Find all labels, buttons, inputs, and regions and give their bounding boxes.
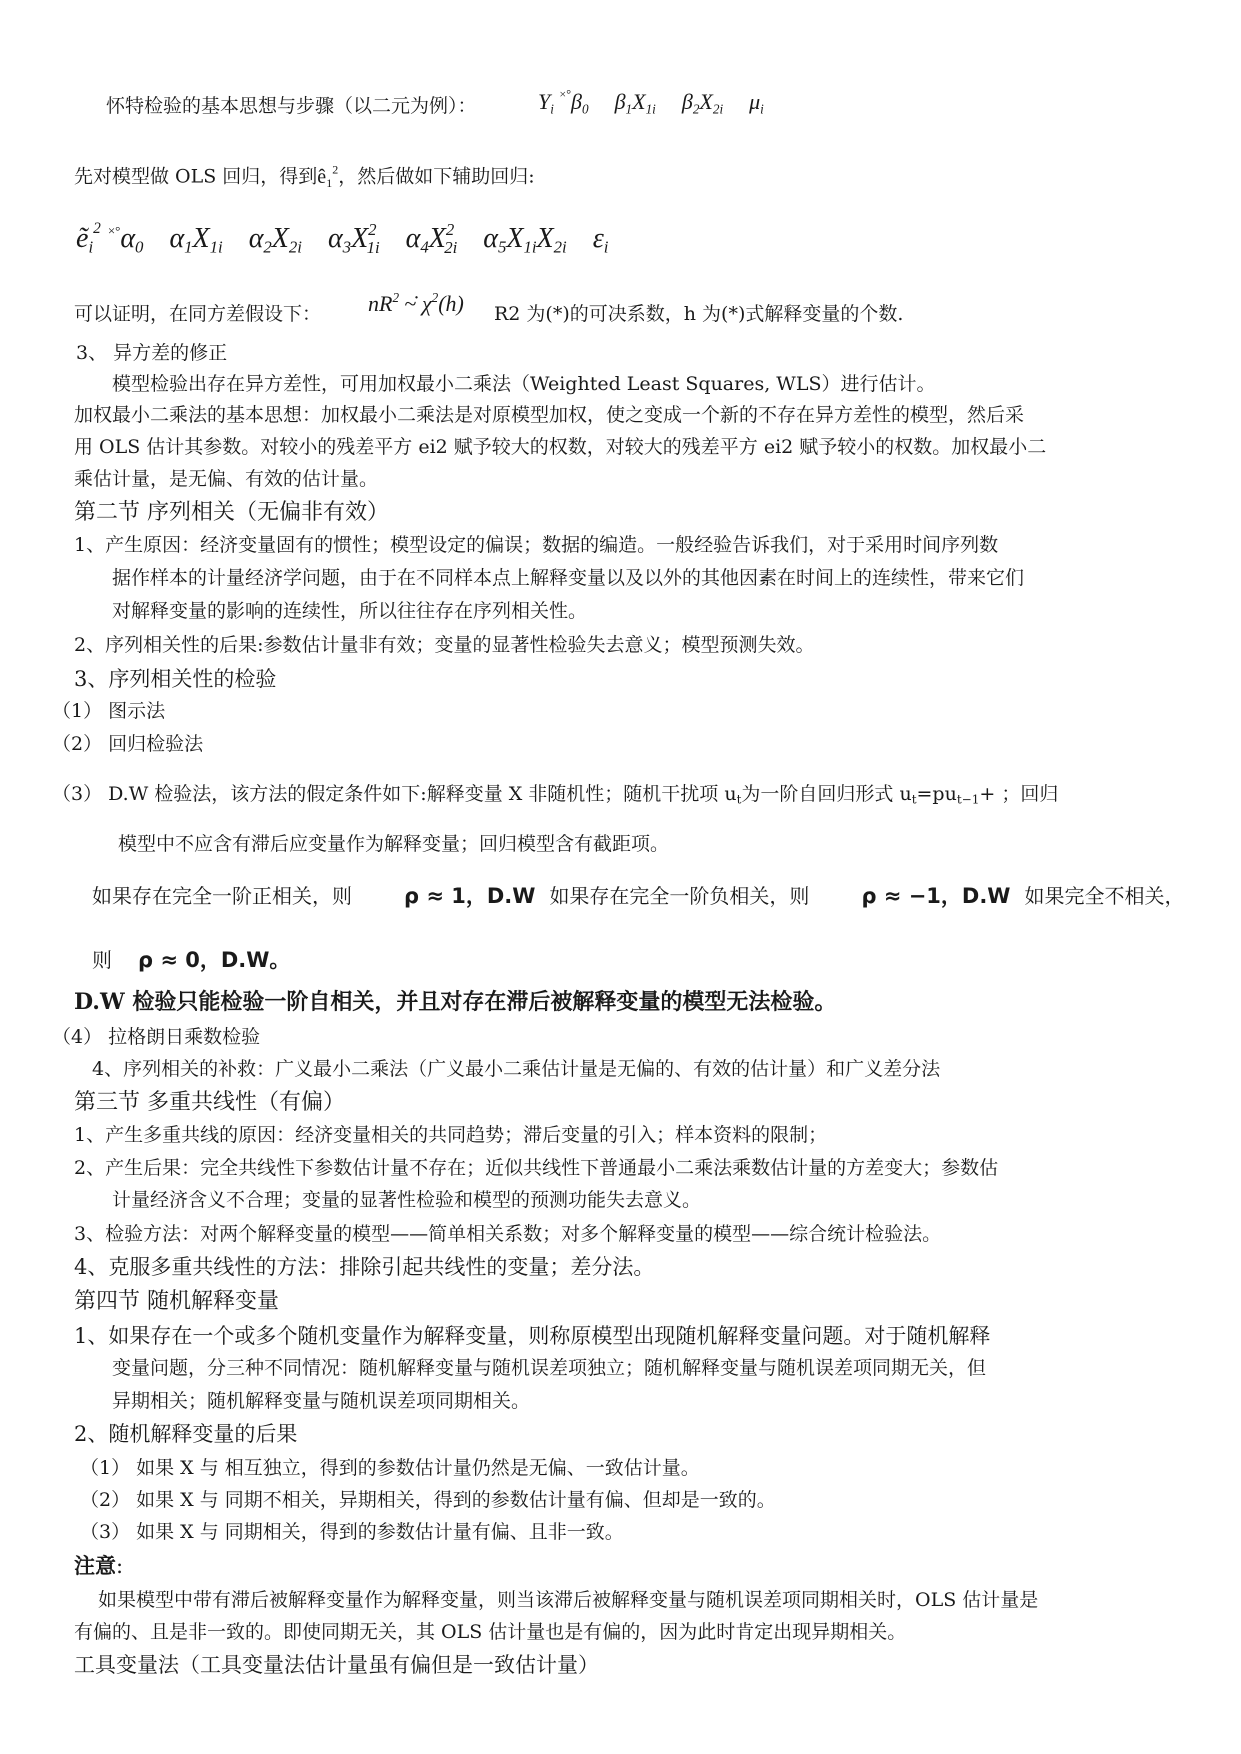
wls-paragraph-line-1: 加权最小二乘法的基本思想：加权最小二乘法是对原模型加权，使之变成一个新的不存在异方差性的模型，然后采 — [74, 404, 1025, 426]
case-3: （3） 如果 X 与 同期相关，得到的参数估计量有偏、且非一致。 — [80, 1521, 624, 1543]
section-3-title: 第三节 多重共线性（有偏） — [74, 1090, 345, 1115]
model-equation: $Y_i$ $^{\times^\circ}\beta_0$ $\beta_1X_{1i}$ $\beta_2X_{2i}$ $\mu_i$ — [538, 87, 764, 117]
test-method-3-dw: （3） D.W 检验法，该方法的假定条件如下:解释变量 X 非随机性；随机干扰项 ut为一阶自回归形式 ut=put−1+ ；回归 — [52, 783, 1059, 807]
case-1: （1） 如果 X 与 相互独立，得到的参数估计量仍然是无偏、一致估计量。 — [80, 1457, 700, 1479]
note-heading: 注意: — [74, 1553, 124, 1578]
dw-limitation-note: D.W 检验只能检验一阶自相关，并且对存在滞后被解释变量的模型无法检验。 — [74, 989, 837, 1015]
section-2-test-heading: 3、序列相关性的检验 — [74, 667, 277, 691]
section-4-para-line-3: 异期相关；随机解释变量与随机误差项同期相关。 — [112, 1390, 531, 1412]
section-3-consequence-line-2: 计量经济含义不合理；变量的显著性检验和模型的预测功能失去意义。 — [112, 1189, 702, 1211]
case-2: （2） 如果 X 与 同期不相关，异期相关，得到的参数估计量有偏、但却是一致的。 — [80, 1489, 776, 1511]
proof-line: 可以证明，在同方差假设下： — [74, 303, 322, 325]
test-method-2: （2） 回归检验法 — [52, 733, 204, 755]
section-2-remedy: 4、序列相关的补救：广义最小二乘法（广义最小二乘估计量是无偏的、有效的估计量）和广义差分法 — [92, 1058, 941, 1080]
instrumental-variable-line: 工具变量法（工具变量法估计量虽有偏但是一致估计量） — [74, 1653, 599, 1677]
test-method-4: （4） 拉格朗日乘数检验 — [52, 1026, 261, 1048]
wls-intro: 模型检验出存在异方差性，可用加权最小二乘法（Weighted Least Squares, WLS）进行估计。 — [112, 373, 936, 395]
section-2-cause-line-3: 对解释变量的影响的连续性，所以往往存在序列相关性。 — [112, 600, 588, 622]
test-method-3-continuation: 模型中不应含有滞后应变量作为解释变量；回归模型含有截距项。 — [118, 833, 670, 855]
dw-zero-row: 则 ρ ≈ 0，D.W。 — [92, 948, 291, 972]
auxiliary-regression-equation: ẽ$_i^2$ $^{\times^\circ}\alpha_0$ $\alpha_1X_{1i}$ $\alpha_2X_{2i}$ $\alpha_3X^2_{1i}$ $\alpha_4X^2_{2i}$ $\alpha_5X_{1i}X_{2i}$ $\varepsilon_i$ — [76, 220, 609, 257]
wls-paragraph-line-3: 乘估计量，是无偏、有效的估计量。 — [74, 468, 379, 490]
note-line-2: 有偏的、且是非一致的。即使同期无关，其 OLS 估计量也是有偏的，因为此时肯定出现异期相关。 — [74, 1621, 907, 1643]
section-2-title: 第二节 序列相关（无偏非有效） — [74, 500, 389, 525]
section-4-consequence-heading: 2、随机解释变量的后果 — [74, 1422, 298, 1446]
test-method-1: （1） 图示法 — [52, 700, 166, 722]
section-3-fix: 4、克服多重共线性的方法：排除引起共线性的变量；差分法。 — [74, 1255, 655, 1279]
section-3-test-method: 3、检验方法：对两个解释变量的模型——简单相关系数；对多个解释变量的模型——综合统计检验法。 — [74, 1223, 942, 1245]
dw-zero-value: ρ ≈ 0，D.W。 — [138, 948, 291, 972]
heading-heteroscedasticity-fix: 3、 异方差的修正 — [76, 342, 228, 364]
section-4-para-line-1: 1、如果存在一个或多个随机变量作为解释变量，则称原模型出现随机解释变量问题。对于随机解释 — [74, 1324, 991, 1348]
dw-cases-row: 如果存在完全一阶正相关，则 ρ ≈ 1，D.W 如果存在完全一阶负相关，则 ρ ≈ −1，D.W 如果完全不相关， — [92, 884, 1185, 908]
ols-regression-line: 先对模型做 OLS 回归，得到$ê_1^2$，然后做如下辅助回归: — [74, 162, 535, 190]
section-3-cause: 1、产生多重共线的原因：经济变量相关的共同趋势；滞后变量的引入；样本资料的限制； — [74, 1124, 828, 1146]
dw-positive-value: ρ ≈ 1，D.W — [404, 884, 536, 908]
residual-squared-symbol: $ê_1^2$ — [317, 162, 339, 190]
section-3-consequence-line-1: 2、产生后果：完全共线性下参数估计量不存在；近似共线性下普通最小二乘法乘数估计量的方差变大；参数估 — [74, 1157, 999, 1179]
section-2-cause-line-1: 1、产生原因：经济变量固有的惯性；模型设定的偏误；数据的编造。一般经验告诉我们，对于采用时间序列数 — [74, 534, 999, 556]
dw-negative-value: ρ ≈ −1，D.W — [861, 884, 1011, 908]
wls-paragraph-line-2: 用 OLS 估计其参数。对较小的残差平方 ei2 赋予较大的权数，对较大的残差平方 ei2 赋予较小的权数。加权最小二 — [74, 436, 1047, 458]
section-2-consequence: 2、序列相关性的后果:参数估计量非有效；变量的显著性检验失去意义；模型预测失效。 — [74, 634, 815, 656]
proof-suffix: R2 为(*)的可决系数，h 为(*)式解释变量的个数. — [494, 303, 904, 325]
section-4-para-line-2: 变量问题，分三种不同情况：随机解释变量与随机误差项独立；随机解释变量与随机误差项同期无关，但 — [112, 1357, 987, 1379]
white-test-intro: 怀特检验的基本思想与步骤（以二元为例）： — [106, 95, 477, 117]
section-2-cause-line-2: 据作样本的计量经济学问题，由于在不同样本点上解释变量以及以外的其他因素在时间上的连续性，带来它们 — [112, 567, 1025, 589]
note-line-1: 如果模型中带有滞后被解释变量作为解释变量，则当该滞后被解释变量与随机误差项同期相关时，OLS 估计量是 — [98, 1589, 1039, 1611]
chi-square-formula: $nR^2$ ~̇ $\chi^2(h)$ — [368, 290, 464, 317]
section-4-title: 第四节 随机解释变量 — [74, 1289, 279, 1314]
